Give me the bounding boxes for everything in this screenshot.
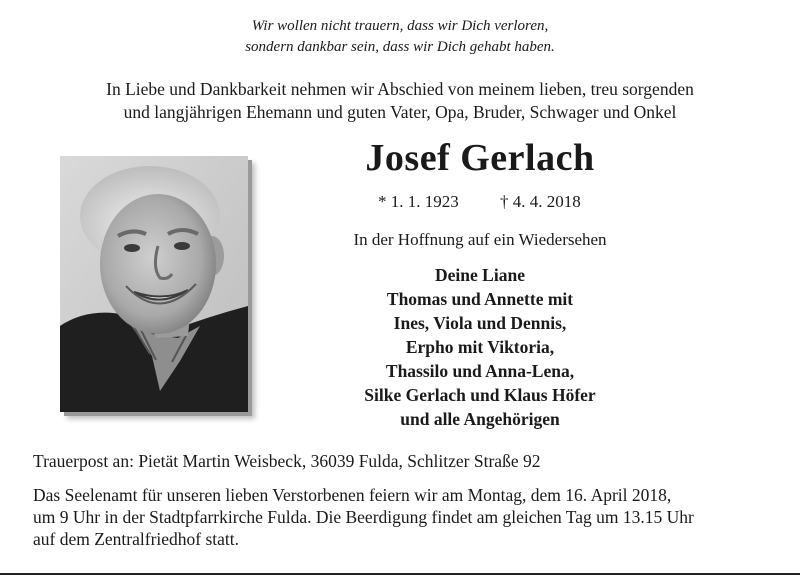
mourner-line: Ines, Viola und Dennis, [393, 313, 567, 333]
service-line-3: auf dem Zentralfriedhof statt. [33, 529, 240, 549]
mourners-list [330, 263, 630, 431]
quote-line-1: Wir wollen nicht trauern, dass wir Dich verloren, [251, 18, 549, 34]
mourner-line: und alle Angehörigen [400, 409, 560, 429]
intro-line-1: In Liebe und Dankbarkeit nehmen wir Abschied von meinem lieben, treu sorgenden [106, 79, 694, 99]
intro-text [0, 78, 800, 124]
mourner-line: Thassilo und Anna-Lena, [385, 361, 575, 381]
portrait-image [60, 156, 248, 412]
deceased-name: Josef Gerlach [365, 137, 595, 179]
mourner-line: Erpho mit Viktoria, [405, 337, 555, 357]
service-line-1: Das Seelenamt für unseren lieben Verstorbenen feiern wir am Montag, dem 16. April 2018, [33, 485, 672, 505]
mourner-line: Thomas und Annette mit [386, 289, 574, 309]
service-line-2: um 9 Uhr in der Stadtpfarrkirche Fulda. Die Beerdigung findet am gleichen Tag um 13.15 Uhr [33, 507, 694, 527]
portrait-photo [60, 156, 248, 412]
mourner-line: Silke Gerlach und Klaus Höfer [364, 385, 596, 405]
intro-line-2: und langjährigen Ehemann und guten Vater, Opa, Bruder, Schwager und Onkel [123, 102, 677, 122]
birth-date: * 1. 1. 1923 [378, 192, 459, 211]
service-info [33, 484, 773, 550]
memorial-quote [0, 16, 800, 58]
mourning-mail-address: Trauerpost an: Pietät Martin Weisbeck, 36039 Fulda, Schlitzer Straße 92 [33, 451, 541, 471]
mourner-line: Deine Liane [435, 265, 525, 285]
quote-line-2: sondern dankbar sein, dass wir Dich gehabt haben. [245, 39, 555, 55]
hope-text: In der Hoffnung auf ein Wiedersehen [353, 230, 607, 249]
death-date: † 4. 4. 2018 [500, 192, 581, 211]
